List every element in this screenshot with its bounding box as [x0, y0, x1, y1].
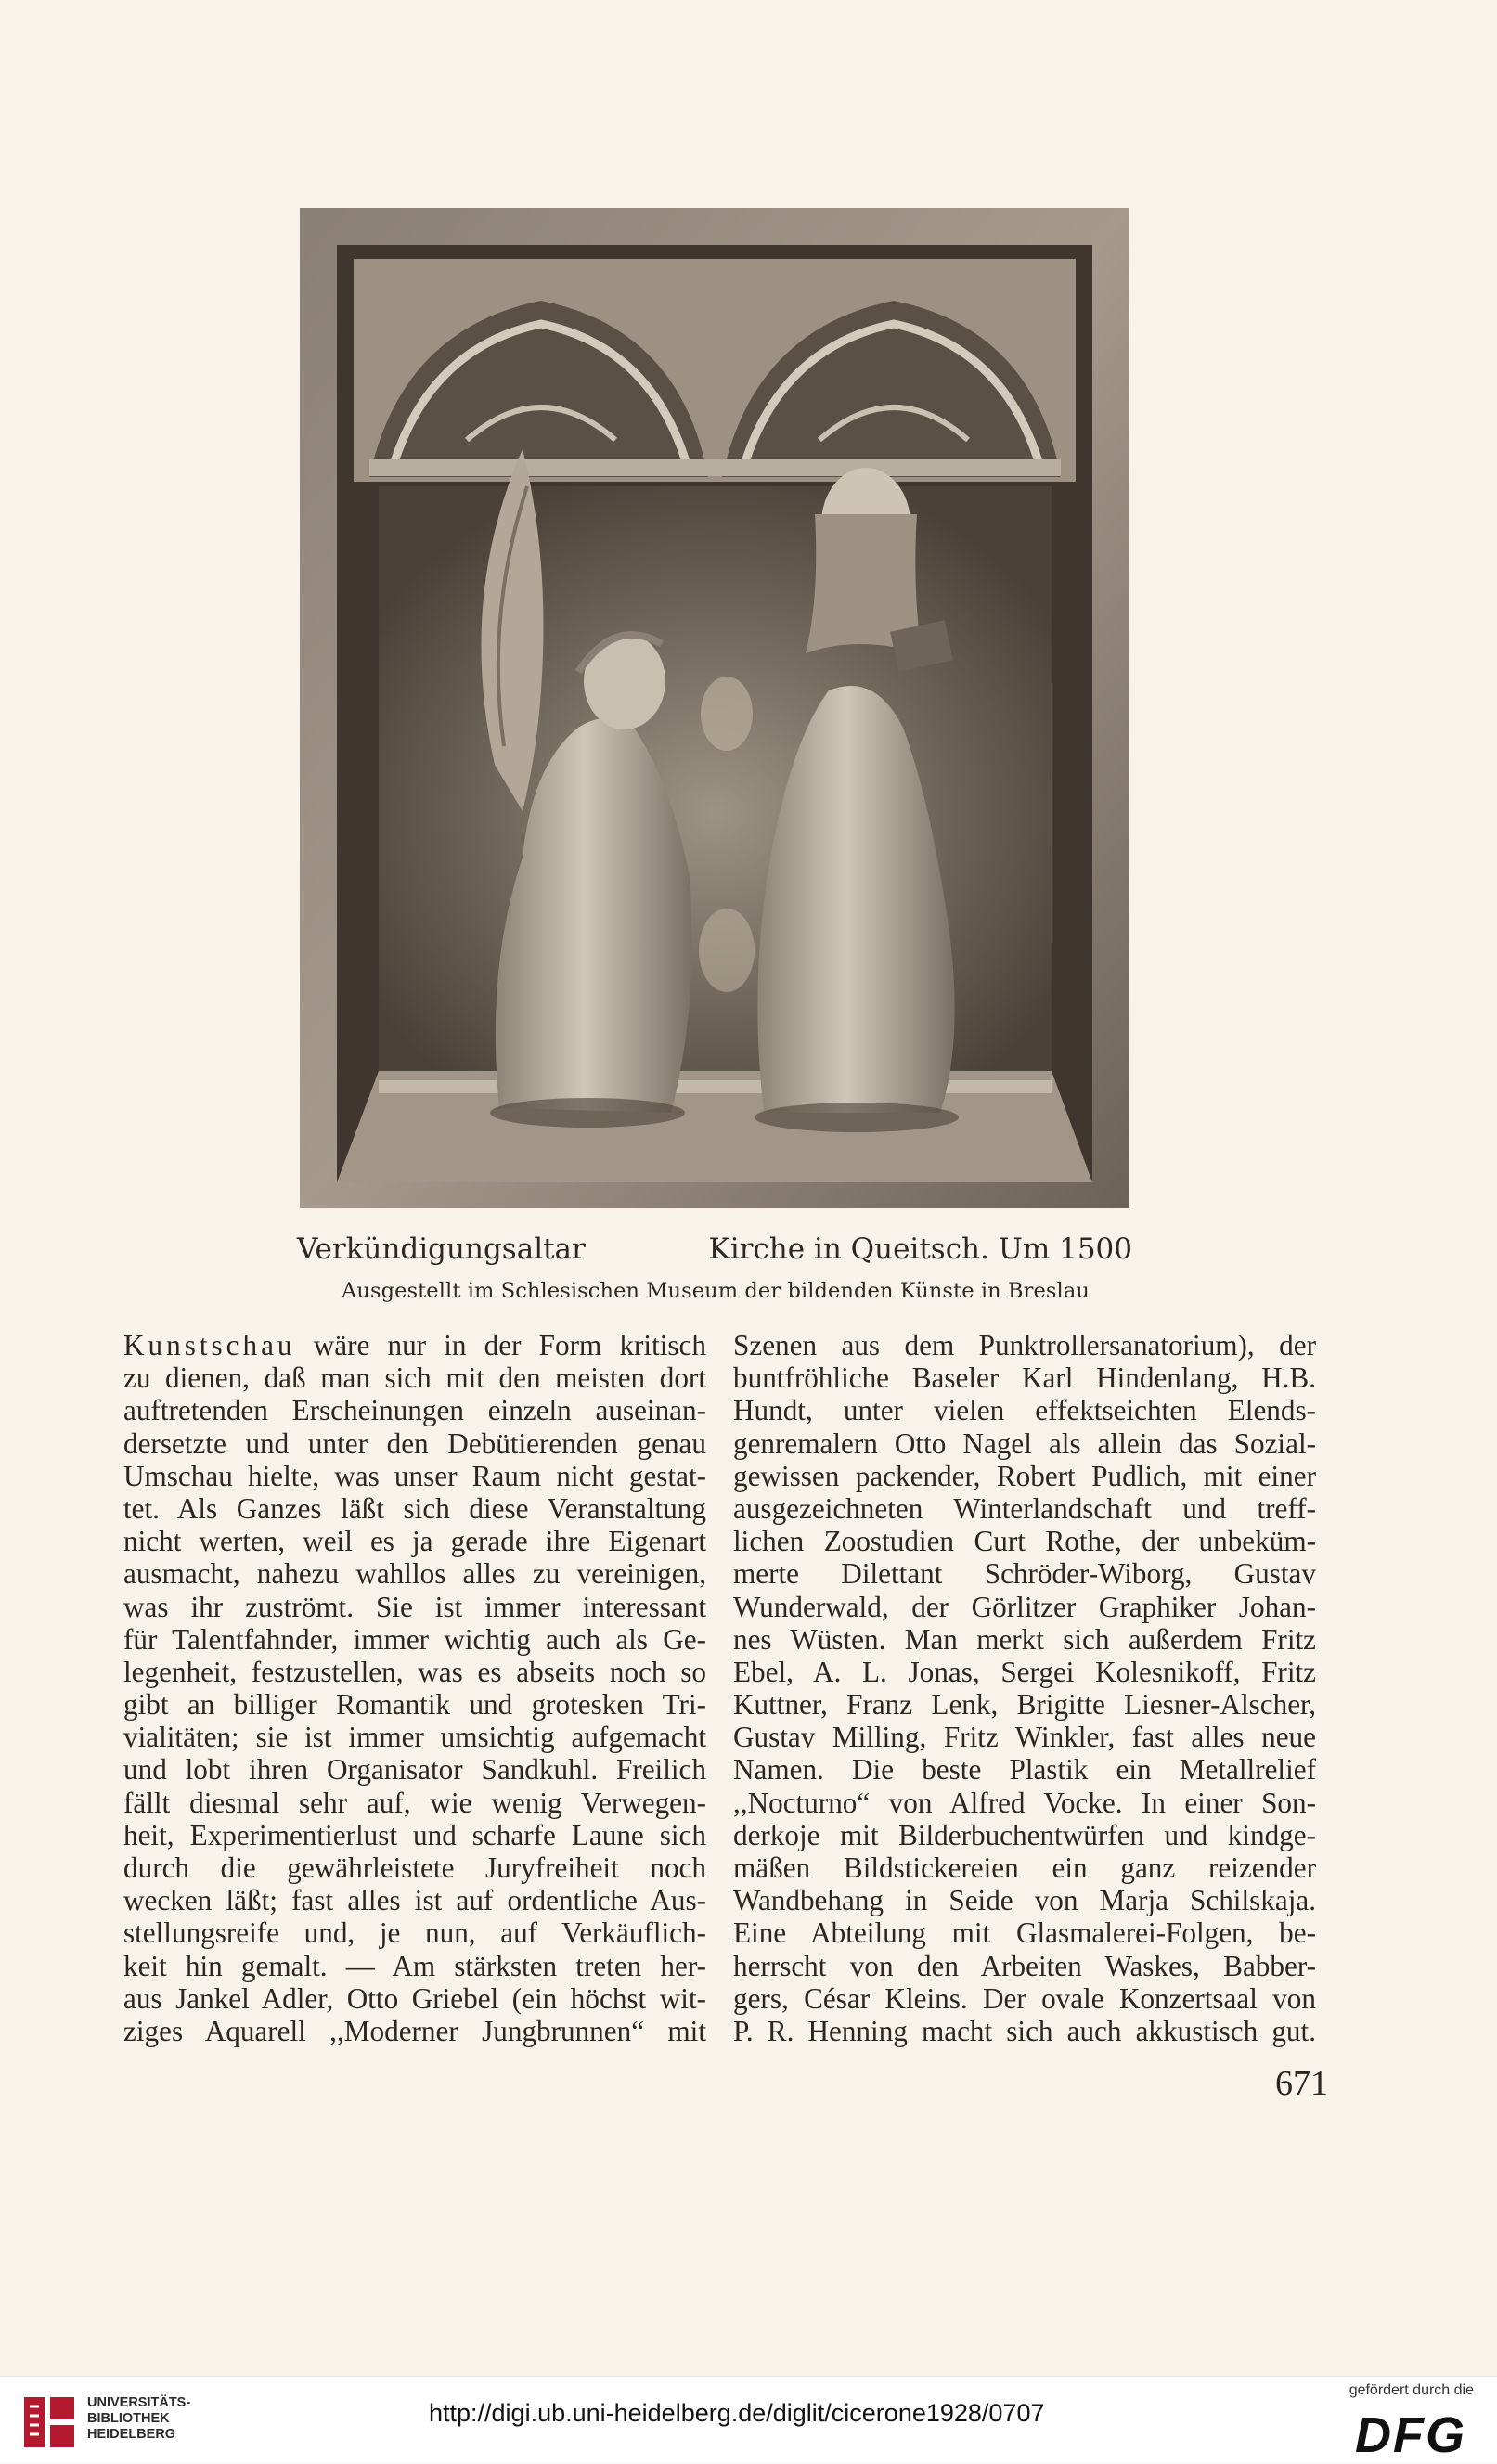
- text-line: dersetzte und unter den Debütierenden genau: [123, 1426, 706, 1460]
- library-emblem-icon: [20, 2393, 78, 2451]
- text-column-left: [123, 1329, 706, 2047]
- text-line: vialitäten; sie ist immer umsichtig aufgemacht: [123, 1721, 706, 1754]
- text-line: zu dienen, daß man sich mit den meisten dort: [123, 1361, 706, 1395]
- text-line: nicht werten, weil es ja gerade ihre Eigenart: [123, 1525, 706, 1558]
- text-line: ausmacht, nahezu wahllos alles zu vereinigen,: [123, 1557, 706, 1591]
- library-logo[interactable]: [20, 2393, 215, 2458]
- caption-title: Verkündigungsaltar: [297, 1232, 586, 1266]
- altar-photograph: [300, 208, 1129, 1208]
- caption-location: Kirche in Queitsch. Um 1500: [708, 1232, 1132, 1266]
- text-line: Gustav Milling, Fritz Winkler, fast alles neue: [733, 1721, 1316, 1754]
- text-line: gewissen packender, Robert Pudlich, mit einer: [733, 1459, 1316, 1492]
- dfg-wordmark: DFG: [1355, 2407, 1466, 2463]
- page-number: 671: [1275, 2064, 1328, 2103]
- text-line: Umschau hielte, was unser Raum nicht gestat-: [123, 1459, 706, 1492]
- text-line: ziges Aquarell ,,Moderner Jungbrunnen“ mit: [123, 2014, 706, 2047]
- text-line: Eine Abteilung mit Glasmalerei-Folgen, be-: [733, 1916, 1316, 1950]
- library-line-1: UNIVERSITÄTS-: [87, 2395, 191, 2410]
- permalink-url[interactable]: http://digi.ub.uni-heidelberg.de/diglit/cicerone1928/0707: [429, 2399, 1045, 2427]
- text-line: Szenen aus dem Punktrollersanatorium), der: [733, 1329, 1316, 1361]
- text-line: [123, 1329, 706, 1361]
- text-line: keit hin gemalt. — Am stärksten treten her-: [123, 1949, 706, 1982]
- text-line: für Talentfahnder, immer wichtig auch als Ge-: [123, 1622, 706, 1656]
- text-line: stellungsreife und, je nun, auf Verkäuflich-: [123, 1916, 706, 1950]
- text-line: buntfröhliche Baseler Karl Hindenlang, H.B.: [733, 1361, 1316, 1395]
- text-line: durch die gewährleistete Juryfreiheit noch: [123, 1851, 706, 1884]
- text-line: merte Dilettant Schröder-Wiborg, Gustav: [733, 1557, 1316, 1591]
- lead-word: Kunstschau: [123, 1329, 296, 1361]
- text-line: derkoje mit Bilderbuchentwürfen und kindge-: [733, 1818, 1316, 1851]
- funding-text: gefördert durch die: [1349, 2382, 1474, 2398]
- text-line: mäßen Bildstickereien ein ganz reizender: [733, 1851, 1316, 1884]
- text-line: fällt diesmal sehr auf, wie wenig Verwegen-: [123, 1786, 706, 1819]
- text-line: genremalern Otto Nagel als allein das Sozial-: [733, 1426, 1316, 1460]
- text-line: lichen Zoostudien Curt Rothe, der unbeküm-: [733, 1525, 1316, 1558]
- text-line: aus Jankel Adler, Otto Griebel (ein höchst wit-: [123, 1981, 706, 2015]
- text-line: Wandbehang in Seide von Marja Schilskaja.: [733, 1884, 1316, 1917]
- text-line: wecken läßt; fast alles ist auf ordentliche Aus-: [123, 1884, 706, 1917]
- text-line: auftretenden Erscheinungen einzeln auseinan-: [123, 1394, 706, 1427]
- text-line: ,,Nocturno“ von Alfred Vocke. In einer Son-: [733, 1786, 1316, 1819]
- text-line: Wunderwald, der Görlitzer Graphiker Johan-: [733, 1590, 1316, 1623]
- text-line: P. R. Henning macht sich auch akkustisch gut.: [733, 2014, 1316, 2047]
- caption: [297, 1232, 1132, 1275]
- text-column-right: [733, 1329, 1316, 2047]
- text-line: nes Wüsten. Man merkt sich außerdem Fritz: [733, 1622, 1316, 1656]
- text-line: Hundt, unter vielen effektseichten Elends-: [733, 1394, 1316, 1427]
- text-line: gers, César Kleins. Der ovale Konzertsaal von: [733, 1981, 1316, 2015]
- text-line: Kuttner, Franz Lenk, Brigitte Liesner-Alscher,: [733, 1688, 1316, 1722]
- library-line-2: BIBLIOTHEK: [87, 2411, 170, 2426]
- footer-bar: [0, 2376, 1497, 2462]
- text-line: Namen. Die beste Plastik ein Metallrelief: [733, 1753, 1316, 1787]
- text-line: gibt an billiger Romantik und grotesken Tri-: [123, 1688, 706, 1722]
- text-line-rest: wäre nur in der Form kritisch: [313, 1329, 706, 1361]
- text-line: ausgezeichneten Winterlandschaft und treff-: [733, 1491, 1316, 1525]
- text-line: Ebel, A. L. Jonas, Sergei Kolesnikoff, Fritz: [733, 1655, 1316, 1688]
- text-line: heit, Experimentierlust und scharfe Laune sich: [123, 1818, 706, 1851]
- text-line: legenheit, festzustellen, was es abseits noch so: [123, 1655, 706, 1688]
- library-line-3: HEIDELBERG: [87, 2427, 176, 2442]
- text-line: was ihr zuströmt. Sie ist immer interessant: [123, 1590, 706, 1623]
- text-line: tet. Als Ganzes läßt sich diese Veranstaltung: [123, 1491, 706, 1525]
- text-line: und lobt ihren Organisator Sandkuhl. Freilich: [123, 1753, 706, 1787]
- text-line: herrscht von den Arbeiten Waskes, Babber-: [733, 1949, 1316, 1982]
- caption-subtitle: Ausgestellt im Schlesischen Museum der bildenden Künste in Breslau: [342, 1279, 1090, 1303]
- dfg-logo[interactable]: [1327, 2382, 1485, 2463]
